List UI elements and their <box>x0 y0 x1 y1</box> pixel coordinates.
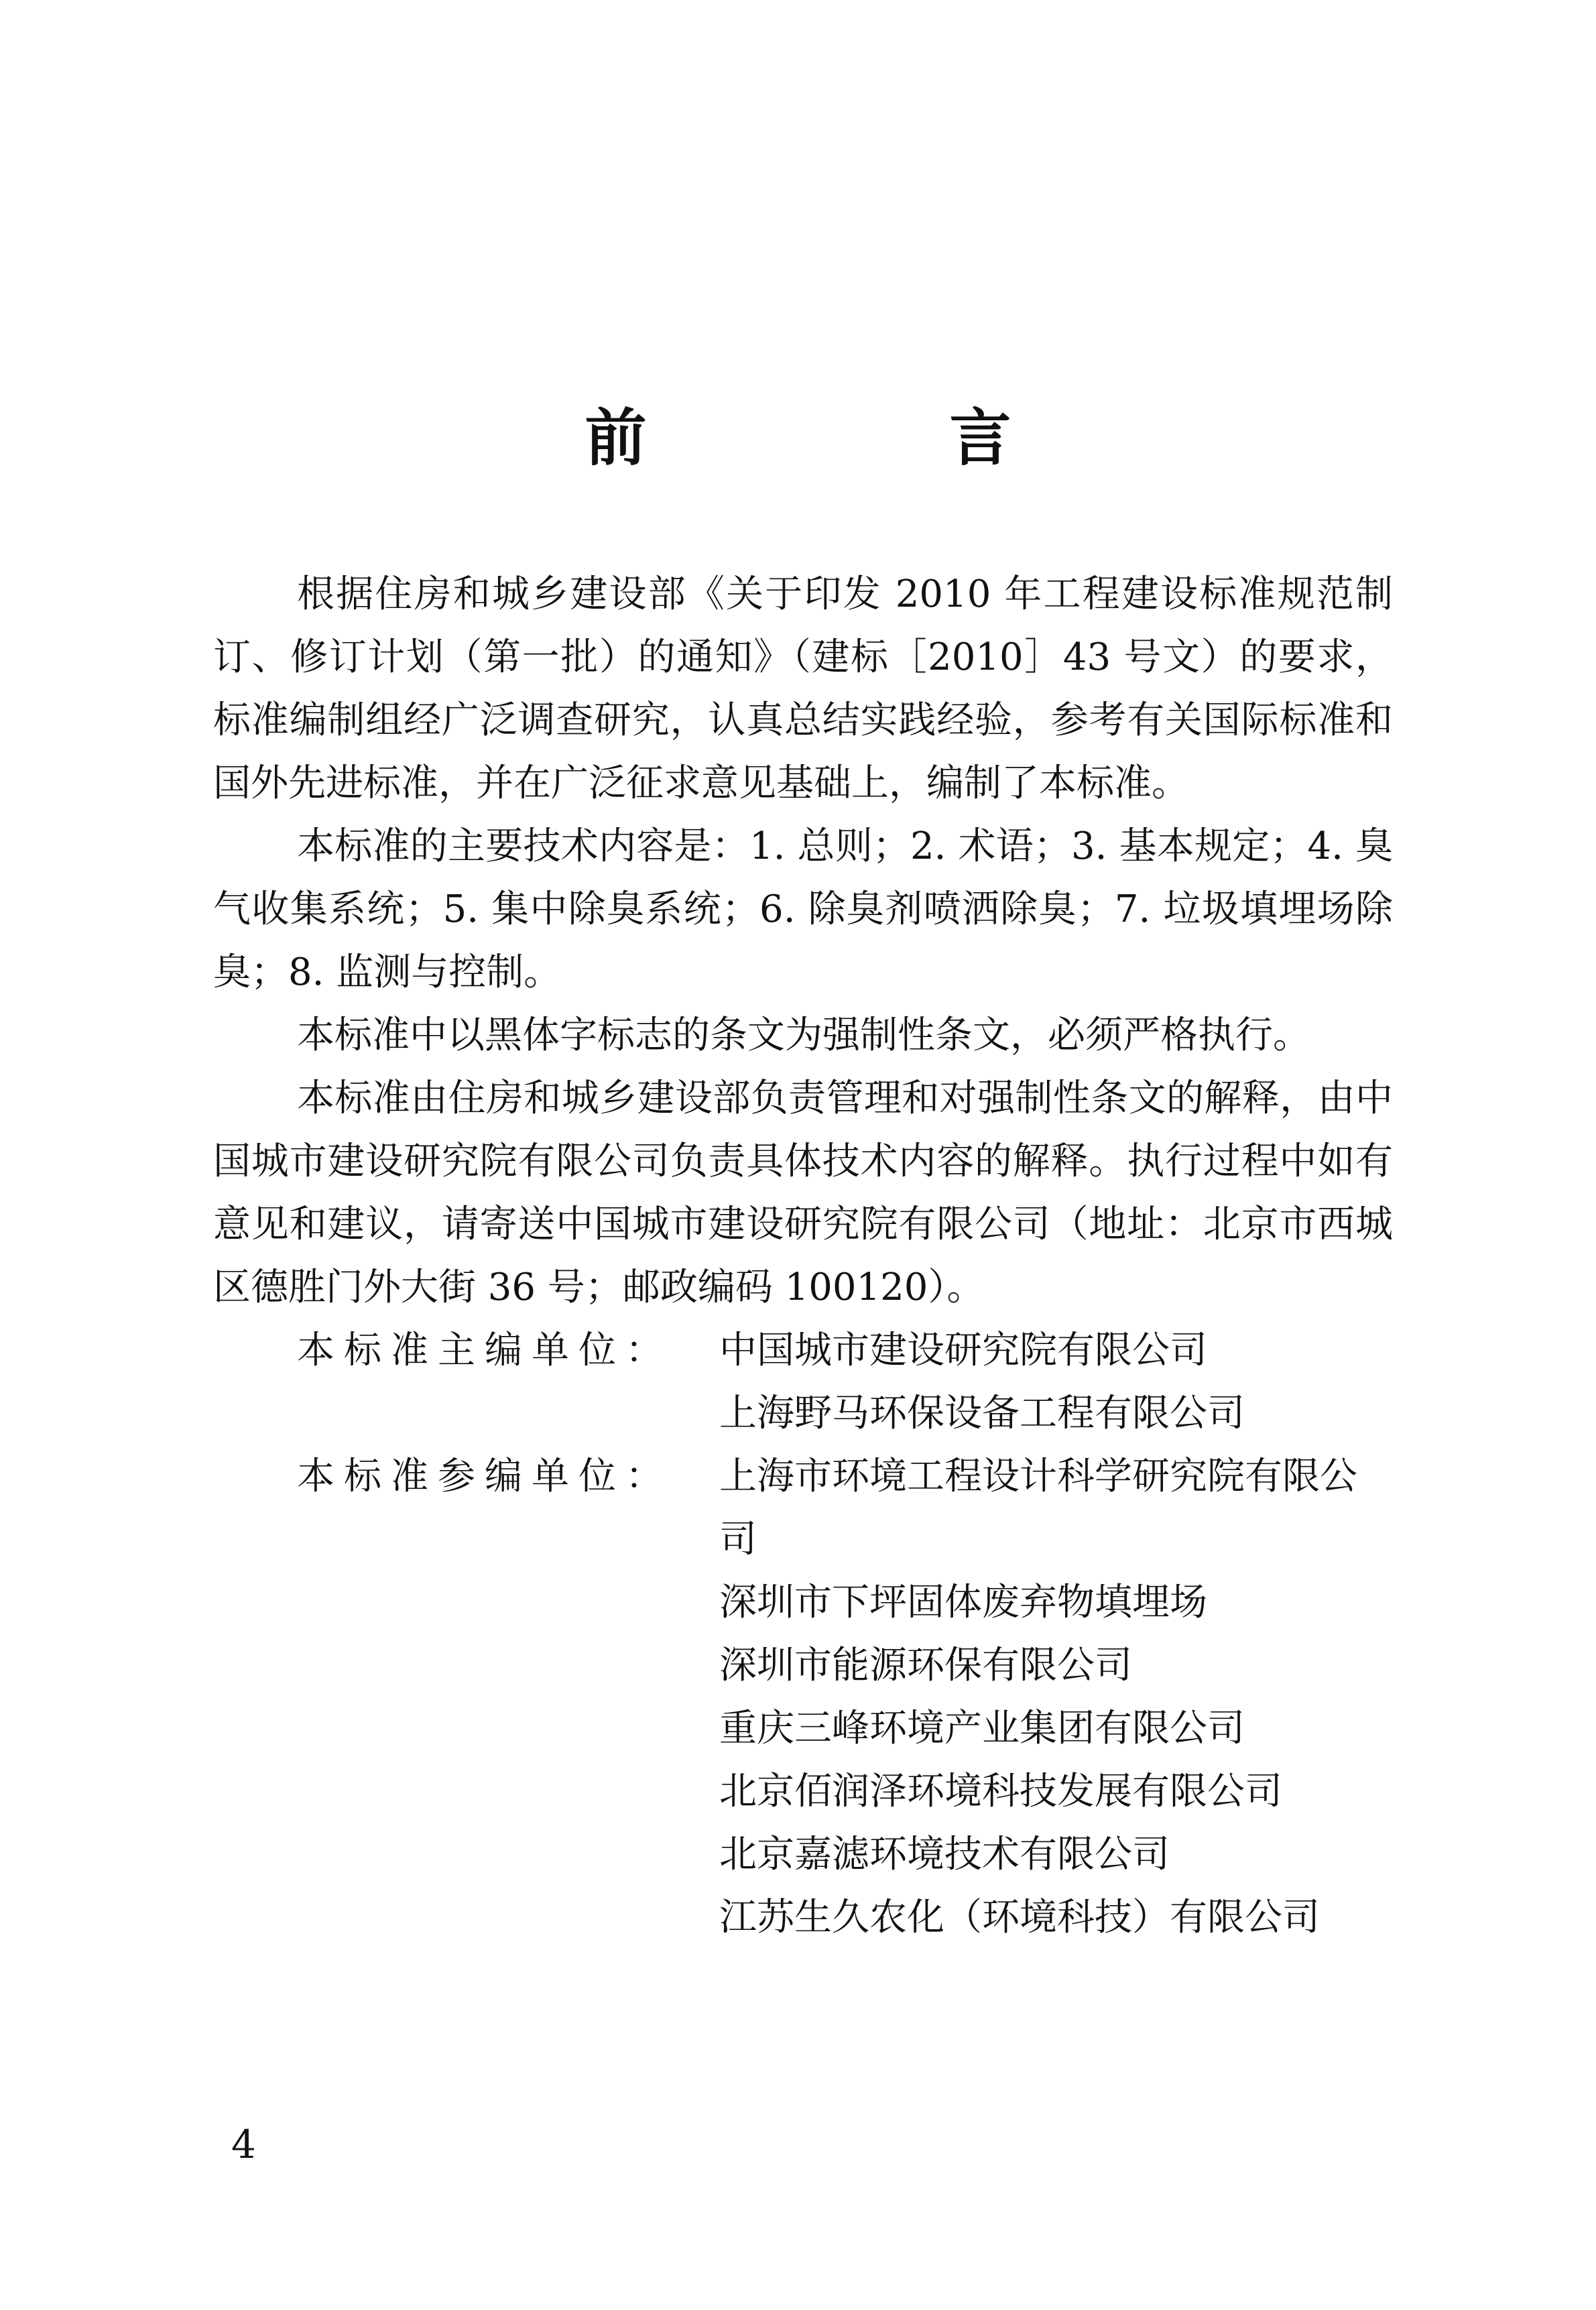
paragraph-contents: 本标准的主要技术内容是：1. 总则；2. 术语；3. 基本规定；4. 臭气收集系统；5. 集中除臭系统；6. 除臭剂喷洒除臭；7. 垃圾填埋场除臭；8. 监测与控制。 <box>213 825 1393 994</box>
participating-unit: 北京佰润泽环境科技发展有限公司 <box>719 1770 1282 1813</box>
participating-unit: 深圳市下坪固体废弃物填埋场 <box>719 1581 1207 1624</box>
chief-units-label: 本标准主编单位： <box>297 1329 672 1372</box>
chief-unit: 上海野马环保设备工程有限公司 <box>719 1392 1245 1435</box>
participating-unit: 上海市环境工程设计科学研究院有限公司 <box>719 1455 1357 1561</box>
chief-units-list <box>719 1319 1393 1445</box>
foreword-body <box>213 563 1393 1949</box>
page-number: 4 <box>231 2122 256 2167</box>
paragraph-management: 本标准由住房和城乡建设部负责管理和对强制性条文的解释，由中国城市建设研究院有限公司负责具体技术内容的解释。执行过程中如有意见和建议，请寄送中国城市建设研究院有限公司（地址：北京市西城区德胜门外大街 36 号；邮政编码 100120）。 <box>213 1077 1393 1309</box>
paragraph-basis: 根据住房和城乡建设部《关于印发 2010 年工程建设标准规范制订、修订计划（第一批）的通知》（建标［2010］43 号文）的要求，标准编制组经广泛调查研究，认真总结实践经验，参考有关国际标准和国外先进标准，并在广泛征求意见基础上，编制了本标准。 <box>213 572 1393 805</box>
participating-unit: 北京嘉滤环境技术有限公司 <box>719 1833 1170 1876</box>
chief-units-row <box>213 1319 1393 1445</box>
editing-units <box>213 1319 1393 1949</box>
participating-unit: 江苏生久农化（环境科技）有限公司 <box>719 1896 1320 1939</box>
participating-unit: 深圳市能源环保有限公司 <box>719 1644 1132 1687</box>
participating-unit: 重庆三峰环境产业集团有限公司 <box>719 1707 1245 1750</box>
participating-units-list <box>719 1445 1393 1949</box>
participating-units-row <box>213 1445 1393 1949</box>
chief-unit: 中国城市建设研究院有限公司 <box>719 1329 1207 1372</box>
participating-units-label: 本标准参编单位： <box>297 1455 672 1498</box>
page-title: 前 言 <box>585 402 1132 474</box>
paragraph-mandatory: 本标准中以黑体字标志的条文为强制性条文，必须严格执行。 <box>297 1014 1310 1057</box>
